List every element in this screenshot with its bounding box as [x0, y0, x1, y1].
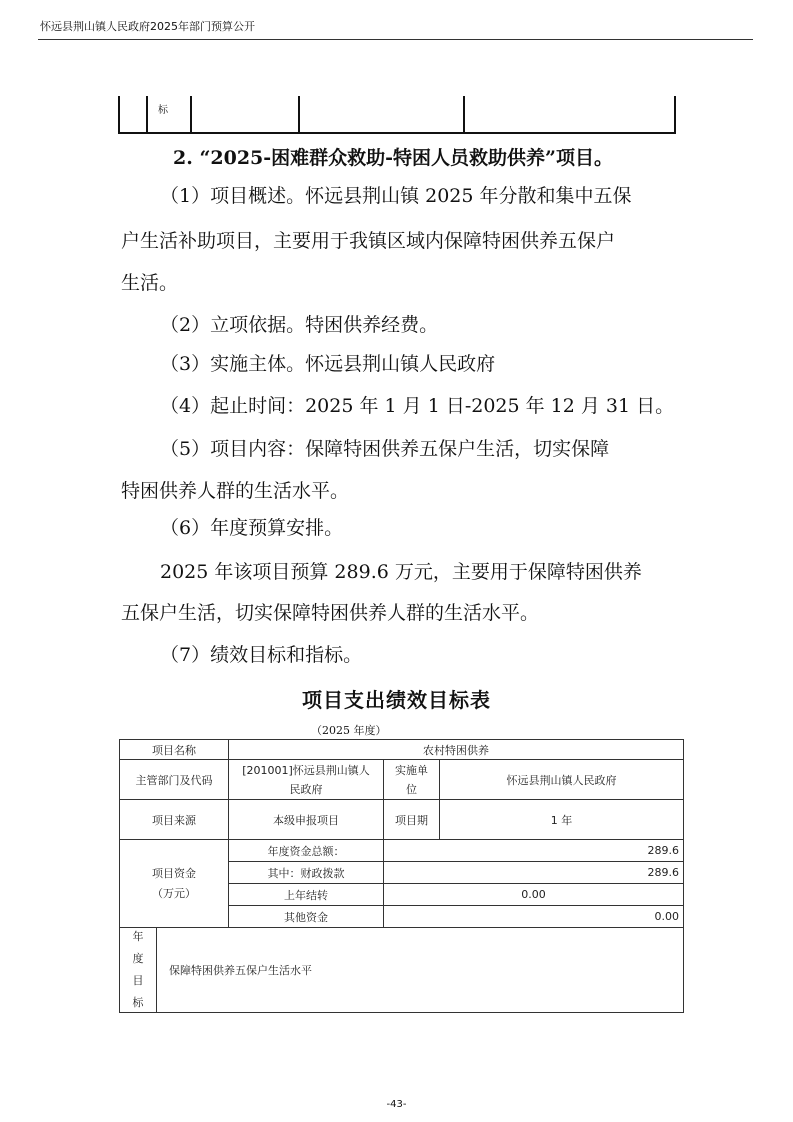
paragraph: （1）项目概述。怀远县荆山镇 2025 年分散和集中五保: [160, 185, 632, 207]
previous-table-fragment: [118, 96, 676, 134]
source-label: 项目来源: [120, 800, 229, 840]
table-border: [463, 96, 465, 134]
table-row: [120, 840, 684, 862]
annual-goal-value: 保障特困供养五保户生活水平: [169, 964, 312, 977]
table-border: [146, 96, 148, 134]
table-border: [118, 96, 120, 134]
table-title: 项目支出绩效目标表: [302, 688, 491, 712]
paragraph: 生活。: [121, 272, 179, 294]
impl-label: [384, 760, 440, 800]
table-border: [674, 96, 676, 134]
fragment-cell-label: 标: [158, 105, 168, 116]
table-year: （2025 年度）: [311, 724, 387, 737]
dept-label: 主管部门及代码: [120, 760, 229, 800]
impl-value: 怀远县荆山镇人民政府: [440, 760, 684, 800]
period-label: 项目期: [384, 800, 440, 840]
funds-item-value: 289.6: [384, 840, 684, 862]
paragraph: （4）起止时间：2025 年 1 月 1 日-2025 年 12 月 31 日。: [160, 395, 675, 417]
dept-value-line: [201001]怀远县荆山镇人: [242, 763, 370, 777]
annual-goal-label-char: 目: [132, 974, 144, 987]
funds-label: [120, 840, 229, 928]
source-value: 本级申报项目: [229, 800, 384, 840]
funds-item-value: 289.6: [384, 862, 684, 884]
funds-item-label: 其他资金: [229, 906, 384, 928]
paragraph: 特困供养人群的生活水平。: [121, 480, 350, 502]
paragraph: 2025 年该项目预算 289.6 万元，主要用于保障特困供养: [160, 561, 642, 583]
impl-label-line: 实施单: [395, 763, 428, 777]
period-value: 1 年: [440, 800, 684, 840]
header-rule: [38, 39, 753, 40]
performance-table: [119, 739, 684, 1013]
table-border: [298, 96, 300, 134]
paragraph: （5）项目内容：保障特困供养五保户生活，切实保障: [160, 438, 610, 460]
funds-item-value: 0.00: [384, 906, 684, 928]
dept-value: [229, 760, 384, 800]
paragraph: （7）绩效目标和指标。: [160, 644, 363, 666]
paragraph: （2）立项依据。特困供养经费。: [160, 314, 439, 336]
dept-value-line: 民政府: [289, 782, 323, 796]
funds-label-line: （万元）: [152, 886, 196, 900]
section-heading: 2. “2025-困难群众救助-特困人员救助供养”项目。: [173, 147, 613, 169]
paragraph: （3）实施主体。怀远县荆山镇人民政府: [160, 353, 496, 375]
funds-item-label: 年度资金总额：: [229, 840, 384, 862]
annual-goal-label-char: 年: [132, 930, 144, 943]
table-row: [120, 800, 684, 840]
table-row: [120, 928, 684, 1013]
table-row: [120, 740, 684, 760]
funds-item-value: 0.00: [384, 884, 684, 906]
impl-label-line: 位: [406, 782, 417, 796]
paragraph: 户生活补助项目，主要用于我镇区域内保障特困供养五保户: [121, 230, 616, 252]
annual-goal-label-char: 度: [132, 952, 144, 965]
page-number: -43-: [386, 1099, 407, 1110]
table-border: [190, 96, 192, 134]
table-border: [118, 132, 676, 134]
annual-goal-label: [120, 928, 157, 1012]
funds-label-line: 项目资金: [152, 866, 196, 880]
funds-item-label: 其中：财政拨款: [229, 862, 384, 884]
project-name-value: 农村特困供养: [229, 740, 684, 760]
annual-goal-label-char: 标: [132, 996, 144, 1009]
paragraph: 五保户生活，切实保障特困供养人群的生活水平。: [121, 602, 540, 624]
annual-goal-row: [120, 928, 684, 1013]
paragraph: （6）年度预算安排。: [160, 517, 344, 539]
table-row: [120, 760, 684, 800]
project-name-label: 项目名称: [120, 740, 229, 760]
page-header: 怀远县荆山镇人民政府2025年部门预算公开: [40, 20, 255, 33]
funds-item-label: 上年结转: [229, 884, 384, 906]
